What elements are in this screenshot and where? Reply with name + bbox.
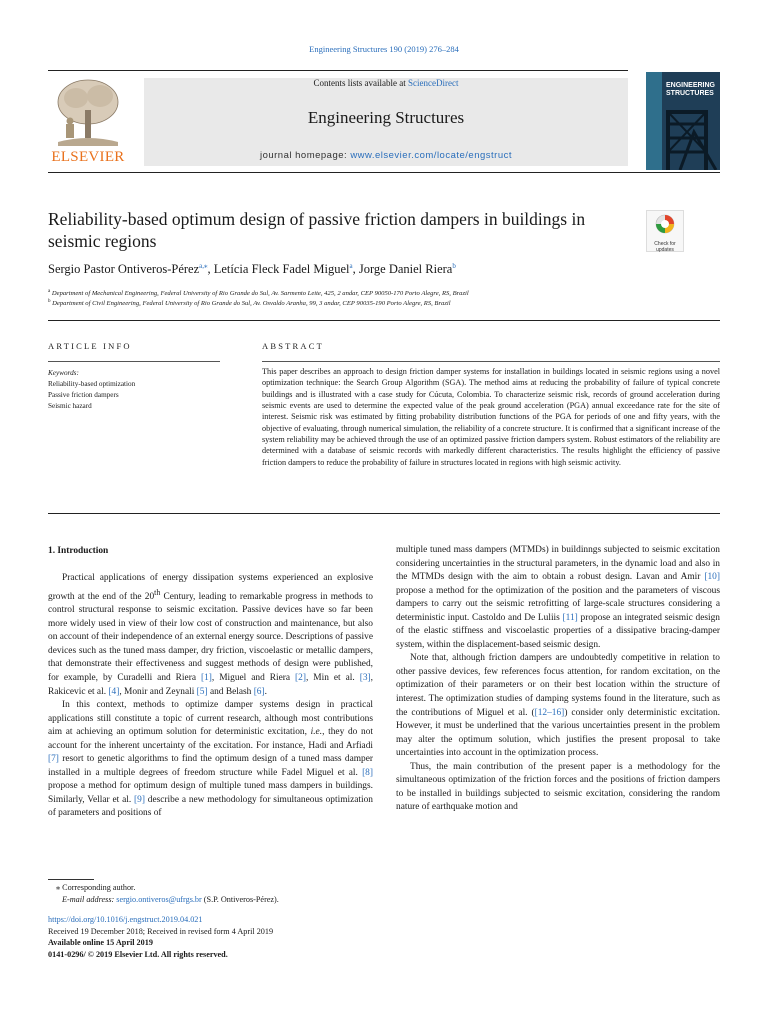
text-run: Note that, although friction dampers are undoubtedly competitive in relation to other passive devices, few references focus attention, for random excitation, on the optimization of their parameters or on their best location within the structure of interest. The optimization studies of damping systems found in the literature, such as the contributions of Miguel et al. ( <box>396 653 720 718</box>
contents-line <box>144 78 628 88</box>
author-name[interactable]: Letícia Fleck Fadel Miguel <box>213 262 350 277</box>
keyword-item: Seismic hazard <box>48 402 92 410</box>
author-affil-mark[interactable]: b <box>452 262 456 270</box>
reference-link[interactable]: [11] <box>562 612 578 623</box>
article-info-rule <box>48 361 220 362</box>
reference-link[interactable]: [10] <box>704 572 720 583</box>
text-run: , Min et al. <box>305 672 360 683</box>
paragraph <box>48 699 373 821</box>
reference-link[interactable]: [6] <box>253 686 265 697</box>
footnote-rule <box>48 879 94 880</box>
reference-link[interactable]: [8] <box>362 767 373 778</box>
text-run: multiple tuned mass dampers (MTMDs) in buildinngs subjected to seismic excitation considering uncertainties in the structural parameters, in the dynamic load and also in the MTMDs design with the aim to obtain a robust design. Lavan and Amir <box>396 545 720 583</box>
top-rule <box>48 70 628 71</box>
text-run: propose a method for the optimization of the position and the parameters of viscous dampers to carry out the seismic retrofitting of large-scale structures considering a deterministic input. Castoldo and De Luliis <box>396 585 720 623</box>
cover-title <box>666 82 715 98</box>
reference-link[interactable]: [12–16] <box>534 707 565 718</box>
abstract-rule <box>262 361 720 362</box>
journal-cover[interactable] <box>646 72 720 170</box>
affiliation-text: Department of Mechanical Engineering, Federal University of Rio Grande do Sul, Av. Sarmento Leite, 425, 2 andar, CEP 90050-170 Porto Alegre, RS, Brazil <box>51 290 469 298</box>
abstract-text: This paper describes an approach to design friction damper systems for installation in buildings located in seismic regions using a novel optimization technique: the Search Group Algorithm (SGA). The method aims at reducing the probability of failure of typical concrete buildings and is illustrated with a case study for Cúcuta, Colombia. To characterize seismic risk, records of ground acceleration during seismic events are used to determine the expected value of the peak ground acceleration (PGA) annual exceedance rate for the site of interest. Seismic risk was estimated by fitting probability distribution functions of the PGA for periods of one and fifty years, with the objective of evaluating, through numerical simulation, the reliability of a concrete structure. It is confirmed that a significant increase of the system reliability may be achieved through the use of an optimized passive friction dampers system. Robust estimators of the reliability are determined with a database of seismic records with markedly different characteristics. The results highlight the efficiency of passive friction dampers to reduce the probability of failure in structures located in regions with high seismic activity. <box>262 367 720 467</box>
text-run: , Rakicevic et al. <box>48 672 373 697</box>
check-for-updates-button[interactable] <box>646 210 684 252</box>
text-run: . <box>264 686 267 697</box>
email-suffix: (S.P. Ontiveros-Pérez). <box>201 895 279 904</box>
affiliation-mark: a <box>48 289 51 294</box>
corresponding-author-note: ⁎ Corresponding author. <box>56 883 136 892</box>
text-run: propose a method for optimum design of multiple tuned mass dampers in buildings. Similarly, Vellar et al. <box>48 781 373 805</box>
text-run: Century, leading to remarkable progress in methods to control structural response to seismic excitation. Passive devices have so far been more widely used in view of their low cost of construction and maintenance, but also on account of their independence of an external energy source. Descriptions of passive devices such as the tuned mass damper, dry friction, viscoelastic or metallic dampers, that demonstrate their effectiveness and suggest methods of design were published, for example, by Curadelli and Riera <box>48 591 373 683</box>
email-label: E-mail address: <box>62 895 115 904</box>
reference-link[interactable]: [4] <box>108 686 120 697</box>
affiliation-mark: b <box>48 299 51 304</box>
reference-link[interactable]: [2] <box>295 672 306 683</box>
online-date: Available online 15 April 2019 <box>48 938 153 948</box>
check-for-updates-icon <box>655 214 675 236</box>
keyword-item: Passive friction dampers <box>48 391 119 399</box>
keyword-list <box>48 379 135 412</box>
contents-prefix: Contents lists available at <box>313 78 406 88</box>
superscript: th <box>154 587 161 597</box>
text-run: , Miguel and Riera <box>211 672 296 683</box>
badge-line1: Check for <box>654 241 676 247</box>
left-column <box>48 572 373 821</box>
text-run: describe a new methodology for simultaneous optimization of parameters and positions of <box>48 794 373 819</box>
keyword-item: Reliability-based optimization <box>48 380 136 388</box>
paragraph <box>48 572 373 699</box>
affiliation-rule <box>48 320 720 321</box>
author-affil-mark[interactable]: a <box>349 262 353 270</box>
reference-link[interactable]: [1] <box>200 672 212 683</box>
masthead-rule <box>48 172 720 173</box>
paragraph: Thus, the main contribution of the present paper is a methodology for the simultaneous optimization of the friction forces and the positions of friction dampers to be installed in buildings subjected to seismic excitation, considering the random nature of earthquake motion and <box>396 761 720 813</box>
author-name[interactable]: Sergio Pastor Ontiveros-Pérez <box>48 262 200 277</box>
article-info-heading: ARTICLE INFO <box>48 341 132 351</box>
paragraph <box>396 544 720 652</box>
author-list <box>48 262 688 277</box>
homepage-prefix: journal homepage: <box>259 150 348 161</box>
badge-line2: updates <box>656 247 674 253</box>
italic-run: i.e. <box>310 727 323 738</box>
reference-link[interactable]: [3] <box>359 672 371 683</box>
reference-link[interactable]: [7] <box>48 754 59 765</box>
sciencedirect-link[interactable]: ScienceDirect <box>408 78 459 88</box>
author-separator: , <box>207 262 214 277</box>
text-run: , Monir and Zeynali <box>119 686 197 697</box>
homepage-link[interactable]: www.elsevier.com/locate/engstruct <box>350 150 513 161</box>
email-link[interactable]: sergio.ontiveros@ufrgs.br <box>116 895 202 904</box>
affiliation <box>48 299 720 307</box>
reference-link[interactable]: [9] <box>134 794 145 805</box>
text-run: and Belash <box>207 686 254 697</box>
doi-link[interactable]: https://doi.org/10.1016/j.engstruct.2019.04.021 <box>48 915 203 924</box>
journal-citation[interactable]: Engineering Structures 190 (2019) 276–284 <box>309 44 459 54</box>
paper-title: Reliability-based optimum design of passive friction dampers in buildings in seismic regions <box>48 209 586 251</box>
abstract-heading: ABSTRACT <box>262 341 324 351</box>
elsevier-wordmark: ELSEVIER <box>51 149 125 165</box>
abstract-end-rule <box>48 513 720 514</box>
text-run: Practical applications of energy dissipation systems experienced an explosive growth at the end of the 20 <box>48 573 373 602</box>
email-note <box>62 894 279 905</box>
text-run: propose an integrated seismic design of the elastic stiffness and viscoelastic properties of a dissipative bracing-damper system, within the displacement-based seismic design. <box>396 612 720 650</box>
author-affil-mark[interactable]: a,⁎ <box>199 262 208 270</box>
cover-title-line2: STRUCTURES <box>666 90 714 97</box>
affiliation-text: Department of Civil Engineering, Federal University of Rio Grande do Sul, Av. Osvaldo Aranha, 99, 3 andar, CEP 90035-190 Porto Alegre, RS, Brazil <box>52 300 451 308</box>
elsevier-tree-icon <box>48 76 128 148</box>
text-run: In this context, methods to optimize damper systems design in practical applications still constitute a topic of current research, although most contributions aim at achieving an optimum solution for deterministic excitation, <box>48 700 373 738</box>
text-run: resort to genetic algorithms to find the optimum design of a tuned mass damper installed in a multiple degrees of freedom structure while Fadel Miguel et al. <box>48 754 373 778</box>
journal-title[interactable]: Engineering Structures <box>307 108 465 127</box>
affiliation <box>48 289 720 297</box>
author-separator: , <box>352 262 359 277</box>
paragraph <box>396 652 720 760</box>
keywords-label: Keywords: <box>48 369 79 377</box>
publisher-logo[interactable] <box>48 76 128 166</box>
section-heading: 1. Introduction <box>48 546 109 556</box>
text-run: , they do not account for the inherent uncertainty of the excitation. For instance, Hadi and Arfiadi <box>48 727 373 751</box>
journal-homepage <box>144 150 628 161</box>
received-dates: Received 19 December 2018; Received in revised form 4 April 2019 <box>48 926 274 936</box>
cover-title-line1: ENGINEERING <box>666 82 716 89</box>
publication-info <box>48 914 273 960</box>
text-run: ) consider only deterministic excitation. However, it must be underlined that the various uncertainties present in the problem may alter the optimum solution, which justifies the present proposal to take uncertainties into account in the optimization process. <box>396 707 720 759</box>
issn-copyright: 0141-0296/ © 2019 Elsevier Ltd. All rights reserved. <box>48 949 228 959</box>
right-column <box>396 544 720 815</box>
reference-link[interactable]: [5] <box>196 686 208 697</box>
author-name[interactable]: Jorge Daniel Riera <box>358 262 453 277</box>
